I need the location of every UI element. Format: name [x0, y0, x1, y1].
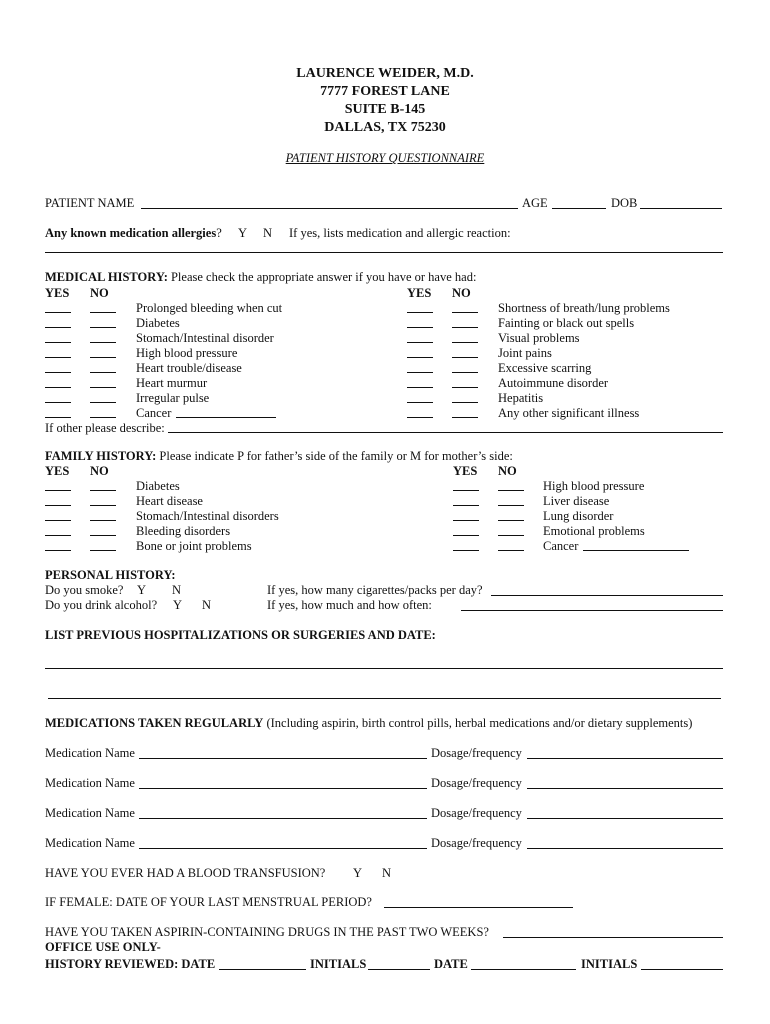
menstrual-date-field[interactable] — [384, 907, 573, 908]
medical-right-no-blank[interactable] — [452, 372, 478, 373]
family-left-yes-blank[interactable] — [45, 490, 71, 491]
family-right-no-blank[interactable] — [498, 535, 524, 536]
medical-right-item: Any other significant illness — [498, 406, 640, 420]
family-left-item: Bleeding disorders — [136, 524, 231, 538]
dob-field[interactable] — [640, 208, 722, 209]
medical-left-item: Diabetes — [136, 316, 180, 330]
age-label: AGE — [522, 196, 548, 210]
dosage-frequency-field[interactable] — [527, 788, 723, 789]
medical-left-yes-blank[interactable] — [45, 312, 71, 313]
family-right-yes-blank[interactable] — [453, 490, 479, 491]
initials-field-2[interactable] — [641, 969, 723, 970]
family-left-yes-blank[interactable] — [45, 505, 71, 506]
allergy-yes[interactable]: Y — [238, 226, 248, 240]
medication-name-field[interactable] — [139, 758, 427, 759]
medical-left-yes-blank[interactable] — [45, 387, 71, 388]
dosage-frequency-label: Dosage/frequency — [431, 746, 522, 760]
medical-yes-header-right: YES — [407, 286, 432, 300]
family-left-item: Bone or joint problems — [136, 539, 252, 553]
family-right-item: Emotional problems — [543, 524, 645, 538]
allergy-no[interactable]: N — [263, 226, 273, 240]
family-left-no-blank[interactable] — [90, 535, 116, 536]
family-cancer-specify-field[interactable] — [583, 550, 689, 551]
allergy-question-mark: ? — [216, 226, 222, 240]
alcohol-yes[interactable]: Y — [173, 598, 183, 612]
medical-left-item: Prolonged bleeding when cut — [136, 301, 283, 315]
medical-right-no-blank[interactable] — [452, 342, 478, 343]
medical-right-no-blank[interactable] — [452, 357, 478, 358]
medical-right-no-blank[interactable] — [452, 402, 478, 403]
date-label-2: DATE — [434, 957, 468, 971]
doctor-name: LAURENCE WEIDER, M.D. — [296, 66, 474, 81]
medication-name-label: Medication Name — [45, 776, 135, 790]
hospitalizations-line-2[interactable] — [48, 698, 721, 699]
smoke-amount-field[interactable] — [491, 595, 723, 596]
medication-name-field[interactable] — [139, 818, 427, 819]
medical-right-yes-blank[interactable] — [407, 417, 433, 418]
medical-left-yes-blank[interactable] — [45, 402, 71, 403]
medication-name-label: Medication Name — [45, 836, 135, 850]
medical-left-yes-blank[interactable] — [45, 357, 71, 358]
history-reviewed-date-field[interactable] — [219, 969, 306, 970]
medical-right-no-blank[interactable] — [452, 387, 478, 388]
aspirin-question: HAVE YOU TAKEN ASPIRIN-CONTAINING DRUGS IN THE PAST TWO WEEKS? — [45, 925, 489, 939]
family-history-heading — [45, 449, 513, 464]
family-left-no-blank[interactable] — [90, 490, 116, 491]
medical-left-item: Heart trouble/disease — [136, 361, 242, 375]
alcohol-no[interactable]: N — [202, 598, 212, 612]
date-field-2[interactable] — [471, 969, 576, 970]
medical-right-no-blank[interactable] — [452, 312, 478, 313]
medical-left-no-blank[interactable] — [90, 312, 116, 313]
address-line-1: 7777 FOREST LANE — [320, 84, 450, 99]
medical-right-yes-blank[interactable] — [407, 387, 433, 388]
family-no-header-left: NO — [90, 464, 109, 478]
smoke-no[interactable]: N — [172, 583, 182, 597]
form-title: PATIENT HISTORY QUESTIONNAIRE — [285, 151, 485, 165]
patient-name-field[interactable] — [141, 208, 518, 209]
family-left-item: Heart disease — [136, 494, 203, 508]
allergy-question — [45, 226, 222, 241]
history-reviewed-date-label: HISTORY REVIEWED: DATE — [45, 957, 216, 971]
dosage-frequency-label: Dosage/frequency — [431, 776, 522, 790]
dosage-frequency-field[interactable] — [527, 818, 723, 819]
allergy-reaction-field[interactable] — [45, 252, 723, 253]
medical-left-yes-blank[interactable] — [45, 417, 71, 418]
family-left-no-blank[interactable] — [90, 505, 116, 506]
medical-left-no-blank[interactable] — [90, 342, 116, 343]
family-no-header-right: NO — [498, 464, 517, 478]
smoke-followup-label: If yes, how many cigarettes/packs per day? — [267, 583, 483, 597]
transfusion-no[interactable]: N — [382, 866, 392, 880]
age-field[interactable] — [552, 208, 606, 209]
personal-history-title: PERSONAL HISTORY: — [45, 568, 176, 582]
family-right-yes-blank[interactable] — [453, 505, 479, 506]
medical-left-item: Heart murmur — [136, 376, 208, 390]
family-right-yes-blank[interactable] — [453, 535, 479, 536]
family-right-item: High blood pressure — [543, 479, 645, 493]
dob-label: DOB — [611, 196, 638, 210]
family-right-no-blank[interactable] — [498, 520, 524, 521]
medical-left-item: High blood pressure — [136, 346, 238, 360]
medical-yes-header-left: YES — [45, 286, 70, 300]
transfusion-question: HAVE YOU EVER HAD A BLOOD TRANSFUSION? — [45, 866, 326, 880]
family-yes-header-right: YES — [453, 464, 478, 478]
medical-right-yes-blank[interactable] — [407, 357, 433, 358]
initials-label-1: INITIALS — [310, 957, 367, 971]
medical-left-no-blank[interactable] — [90, 327, 116, 328]
initials-field-1[interactable] — [368, 969, 430, 970]
family-left-yes-blank[interactable] — [45, 520, 71, 521]
dosage-frequency-field[interactable] — [527, 848, 723, 849]
medication-name-label: Medication Name — [45, 746, 135, 760]
medical-left-item: Stomach/Intestinal disorder — [136, 331, 274, 345]
medical-no-header-right: NO — [452, 286, 471, 300]
office-use-title: OFFICE USE ONLY- — [45, 940, 161, 954]
dosage-frequency-label: Dosage/frequency — [431, 806, 522, 820]
medications-subtitle: (Including aspirin, birth control pills, herbal medications and/or dietary supplements) — [266, 716, 693, 730]
medical-history-instruction: Please check the appropriate answer if you have or have had: — [170, 270, 477, 284]
medications-heading — [45, 716, 692, 731]
medical-right-item: Joint pains — [498, 346, 552, 360]
smoke-yes[interactable]: Y — [137, 583, 147, 597]
medical-right-item: Excessive scarring — [498, 361, 592, 375]
allergy-followup-label: If yes, lists medication and allergic reaction: — [289, 226, 511, 240]
medical-cancer-specify-field[interactable] — [176, 417, 276, 418]
family-right-yes-blank[interactable] — [453, 550, 479, 551]
medical-right-yes-blank[interactable] — [407, 402, 433, 403]
medical-right-yes-blank[interactable] — [407, 312, 433, 313]
aspirin-field[interactable] — [503, 937, 723, 938]
family-history-instruction: Please indicate P for father’s side of the family or M for mother’s side: — [159, 449, 513, 463]
alcohol-amount-field[interactable] — [461, 610, 723, 611]
medical-right-item: Hepatitis — [498, 391, 544, 405]
family-history-title: FAMILY HISTORY: — [45, 449, 157, 463]
medical-left-no-blank[interactable] — [90, 357, 116, 358]
medical-left-no-blank[interactable] — [90, 387, 116, 388]
medical-left-yes-blank[interactable] — [45, 342, 71, 343]
smoke-question: Do you smoke? — [45, 583, 124, 597]
medical-right-yes-blank[interactable] — [407, 327, 433, 328]
medical-history-heading — [45, 270, 476, 285]
alcohol-question: Do you drink alcohol? — [45, 598, 158, 612]
medical-right-item: Visual problems — [498, 331, 580, 345]
medical-left-yes-blank[interactable] — [45, 327, 71, 328]
transfusion-yes[interactable]: Y — [353, 866, 363, 880]
hospitalizations-line-1[interactable] — [45, 668, 723, 669]
hospitalizations-title: LIST PREVIOUS HOSPITALIZATIONS OR SURGERIES AND DATE: — [45, 628, 436, 642]
medical-history-title: MEDICAL HISTORY: — [45, 270, 168, 284]
allergy-question-text: Any known medication allergies — [45, 226, 217, 240]
medical-left-no-blank[interactable] — [90, 417, 116, 418]
medical-left-yes-blank[interactable] — [45, 372, 71, 373]
medical-right-yes-blank[interactable] — [407, 372, 433, 373]
dosage-frequency-label: Dosage/frequency — [431, 836, 522, 850]
address-line-2: SUITE B-145 — [344, 102, 426, 117]
medical-right-yes-blank[interactable] — [407, 342, 433, 343]
medical-right-item: Shortness of breath/lung problems — [498, 301, 670, 315]
patient-name-label: PATIENT NAME — [45, 196, 135, 210]
medical-left-no-blank[interactable] — [90, 402, 116, 403]
medication-name-label: Medication Name — [45, 806, 135, 820]
family-right-item: Lung disorder — [543, 509, 614, 523]
medical-right-no-blank[interactable] — [452, 327, 478, 328]
family-left-yes-blank[interactable] — [45, 535, 71, 536]
family-left-item: Diabetes — [136, 479, 180, 493]
medical-other-field[interactable] — [168, 432, 723, 433]
family-yes-header-left: YES — [45, 464, 70, 478]
family-left-no-blank[interactable] — [90, 520, 116, 521]
medical-left-item: Irregular pulse — [136, 391, 210, 405]
alcohol-followup-label: If yes, how much and how often: — [267, 598, 432, 612]
menstrual-question: IF FEMALE: DATE OF YOUR LAST MENSTRUAL PERIOD? — [45, 895, 372, 909]
medical-left-no-blank[interactable] — [90, 372, 116, 373]
medication-name-field[interactable] — [139, 788, 427, 789]
family-right-yes-blank[interactable] — [453, 520, 479, 521]
family-left-item: Stomach/Intestinal disorders — [136, 509, 279, 523]
medical-left-item: Cancer — [136, 406, 172, 420]
family-right-item: Liver disease — [543, 494, 610, 508]
medical-right-item: Fainting or black out spells — [498, 316, 635, 330]
medical-other-label: If other please describe: — [45, 421, 165, 435]
medication-name-field[interactable] — [139, 848, 427, 849]
family-right-item: Cancer — [543, 539, 579, 553]
medical-right-no-blank[interactable] — [452, 417, 478, 418]
family-right-no-blank[interactable] — [498, 505, 524, 506]
medical-right-item: Autoimmune disorder — [498, 376, 609, 390]
initials-label-2: INITIALS — [581, 957, 638, 971]
address-city: DALLAS, TX 75230 — [324, 120, 446, 135]
medications-title: MEDICATIONS TAKEN REGULARLY — [45, 716, 264, 730]
dosage-frequency-field[interactable] — [527, 758, 723, 759]
family-right-no-blank[interactable] — [498, 550, 524, 551]
family-right-no-blank[interactable] — [498, 490, 524, 491]
medical-no-header-left: NO — [90, 286, 109, 300]
family-left-yes-blank[interactable] — [45, 550, 71, 551]
family-left-no-blank[interactable] — [90, 550, 116, 551]
